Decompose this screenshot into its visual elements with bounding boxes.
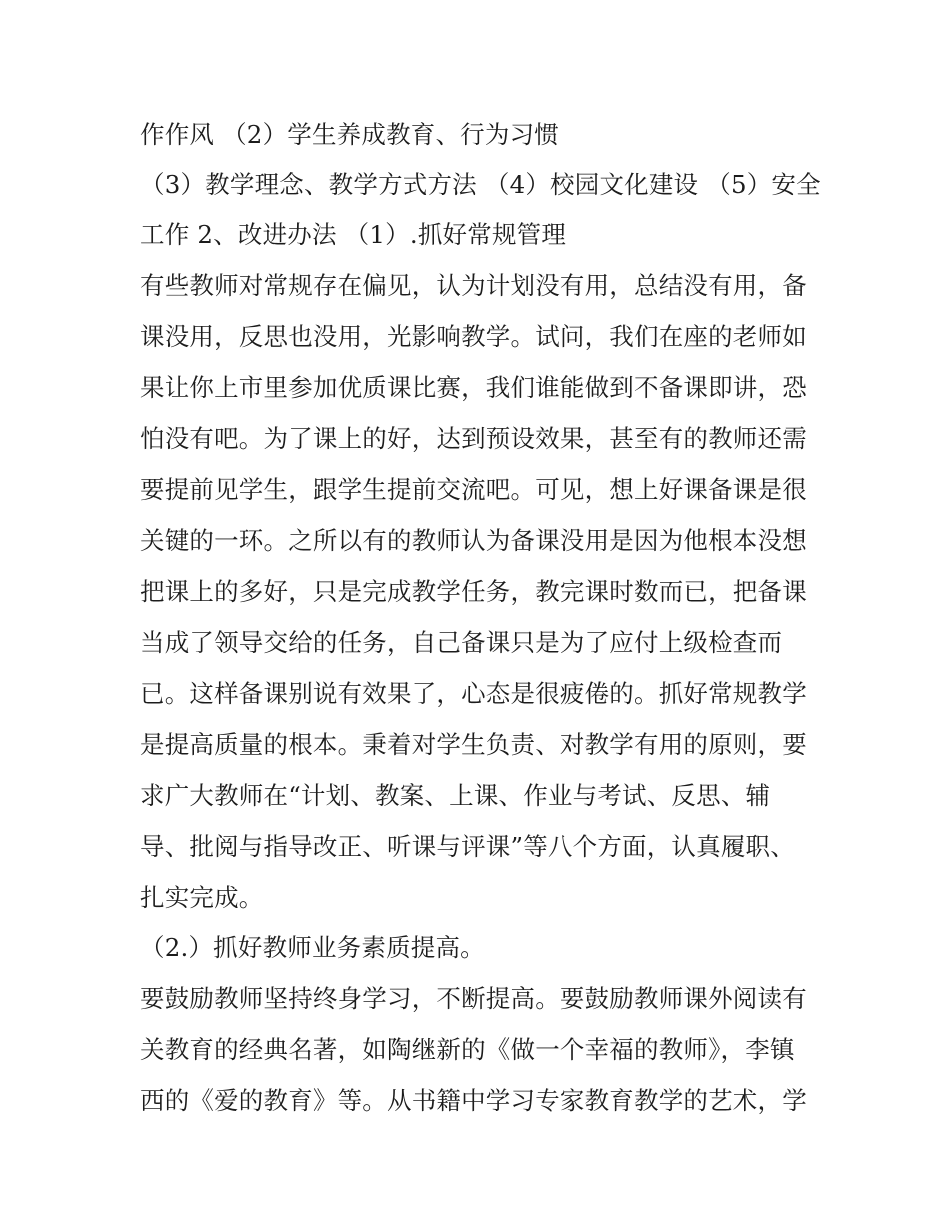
text-line: 果让你上市里参加优质课比赛，我们谁能做到不备课即讲，恐: [140, 373, 807, 402]
text-line: 工作 2、改进办法 （1）.抓好常规管理: [140, 220, 567, 249]
text-line: 要提前见学生，跟学生提前交流吧。可见，想上好课备课是很: [140, 475, 807, 504]
text-line: （2.）抓好教师业务素质提高。: [140, 933, 485, 962]
text-line: 关教育的经典名著，如陶继新的《做一个幸福的教师》，李镇: [140, 1035, 795, 1064]
text-line: 当成了领导交给的任务，自己备课只是为了应付上级检查而: [140, 628, 783, 657]
text-line: 怕没有吧。为了课上的好，达到预设效果，甚至有的教师还需: [140, 424, 807, 453]
text-line: 已。这样备课别说有效果了，心态是很疲倦的。抓好常规教学: [140, 679, 807, 708]
text-line: 西的《爱的教育》等。从书籍中学习专家教育教学的艺术，学: [140, 1086, 807, 1115]
text-line: （3）教学理念、教学方式方法 （4）校园文化建设 （5）安全: [140, 170, 821, 199]
text-line: 有些教师对常规存在偏见，认为计划没有用，总结没有用，备: [140, 271, 807, 300]
text-line: 导、批阅与指导改正、听课与评课”等八个方面，认真履职、: [140, 832, 795, 861]
text-line: 课没用，反思也没用，光影响教学。试问，我们在座的老师如: [140, 322, 807, 351]
text-line: 是提高质量的根本。秉着对学生负责、对教学有用的原则，要: [140, 730, 807, 759]
text-line: 要鼓励教师坚持终身学习，不断提高。要鼓励教师课外阅读有: [140, 984, 807, 1013]
text-line: 求广大教师在“计划、教案、上课、作业与考试、反思、辅: [140, 781, 771, 810]
text-line: 扎实完成。: [140, 883, 264, 912]
text-line: 作作风 （2）学生养成教育、行为习惯: [140, 120, 559, 149]
document-body: [140, 110, 820, 1126]
text-line: 关键的一环。之所以有的教师认为备课没用是因为他根本没想: [140, 526, 807, 555]
text-line: 把课上的多好，只是完成教学任务，教完课时数而已，把备课: [140, 577, 807, 606]
